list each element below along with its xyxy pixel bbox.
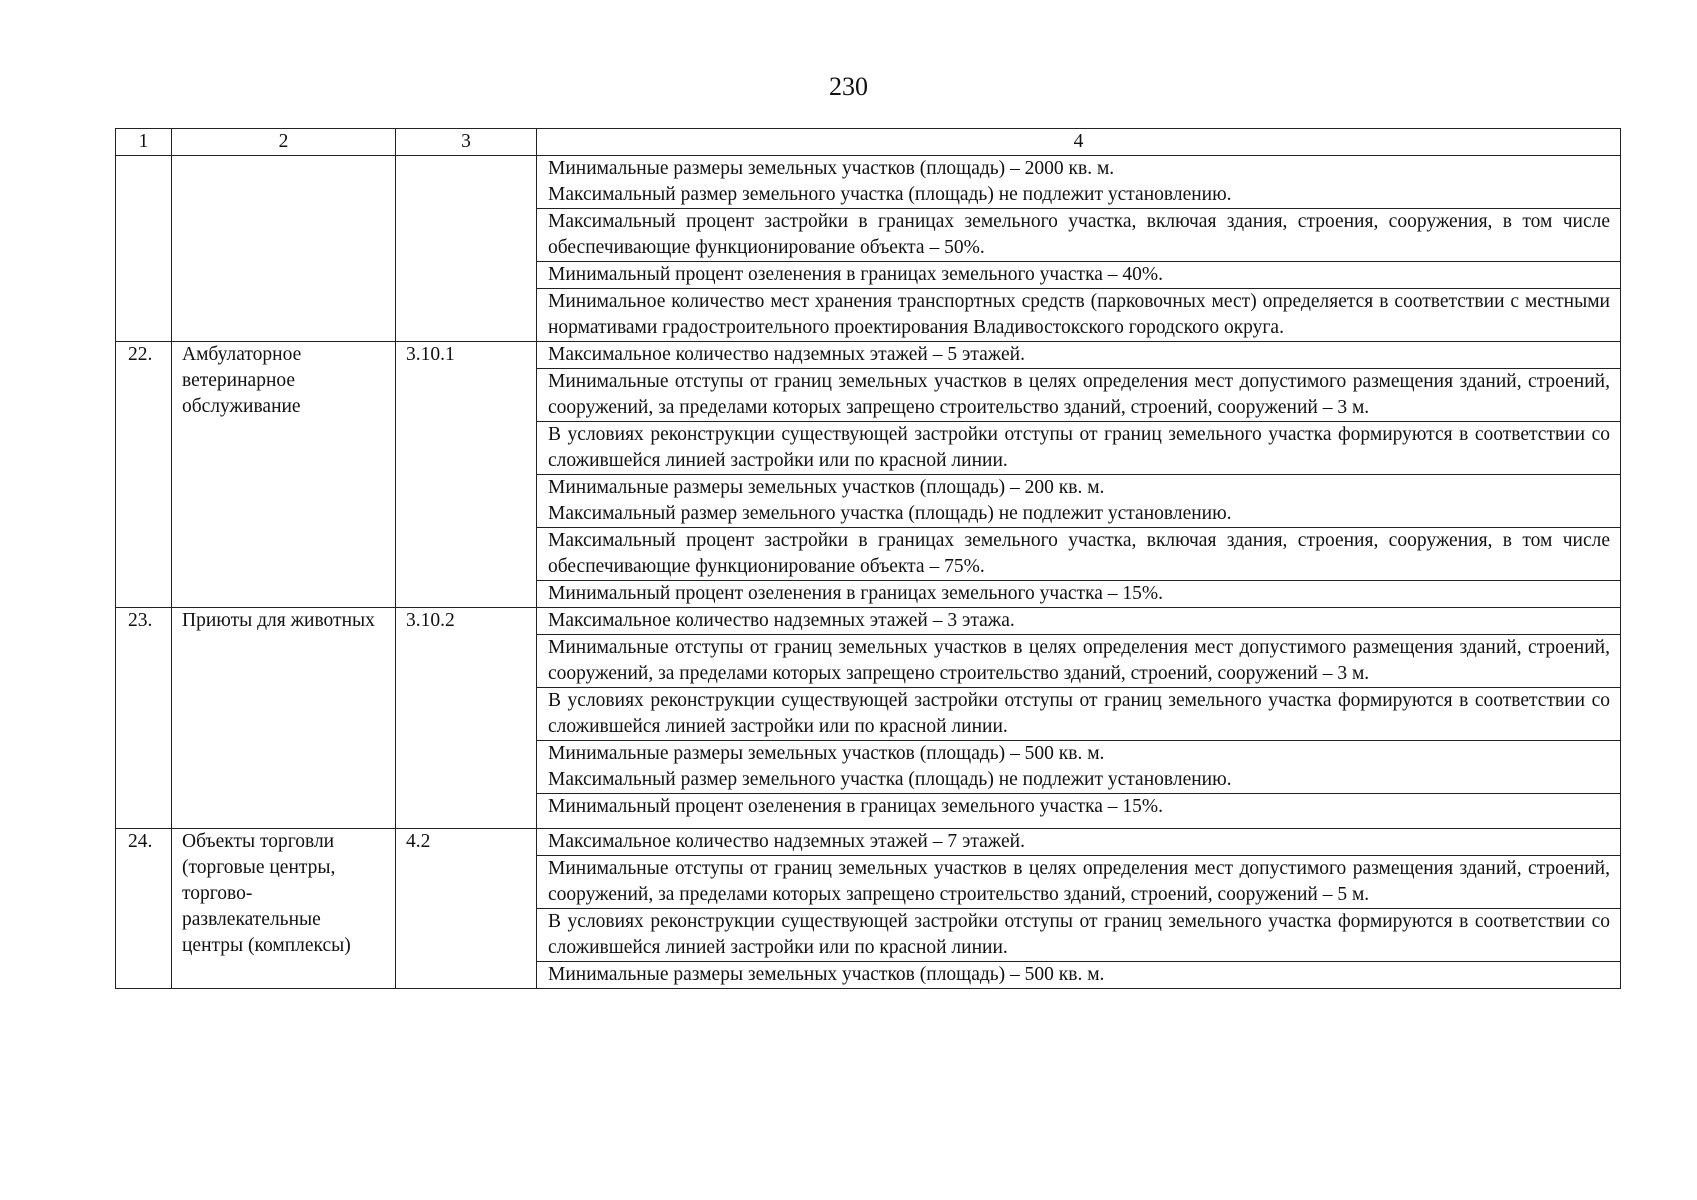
requirement-text: В условиях реконструкции существующей застройки отступы от границ земельного участка формируются в соответствии со сложившейся линией застройки или по красной линии. (548, 911, 1610, 958)
land-use-code: 3.10.1 (396, 342, 537, 608)
requirement-cell (537, 422, 1621, 475)
requirement-cell (537, 289, 1621, 342)
land-use-code-cell (396, 156, 537, 342)
row-number: 23. (116, 608, 172, 829)
requirement-cell (537, 581, 1621, 608)
requirement-cell (537, 856, 1621, 909)
land-use-code: 3.10.2 (396, 608, 537, 829)
land-use-code: 4.2 (396, 829, 537, 989)
requirement-text: Минимальное количество мест хранения транспортных средств (парковочных мест) определяется в соответствии с местными нормативами градостроительного проектирования Владивостокского городского округа. (548, 291, 1610, 338)
requirement-cell (537, 635, 1621, 688)
requirement-text: В условиях реконструкции существующей застройки отступы от границ земельного участка формируются в соответствии со сложившейся линией застройки или по красной линии. (548, 690, 1610, 737)
regulations-table (115, 128, 1621, 989)
requirement-text: Минимальный процент озеленения в границах земельного участка – 15%. (548, 583, 1164, 604)
requirement-cell (537, 829, 1621, 856)
requirement-cell (537, 608, 1621, 635)
requirement-cell (537, 342, 1621, 369)
land-use-name: Объекты торговли (торговые центры, торгово-развлекательные центры (комплексы) (172, 829, 396, 989)
requirement-text: Минимальные размеры земельных участков (площадь) – 500 кв. м. (548, 743, 1105, 764)
column-header-1: 1 (116, 129, 172, 156)
column-header-2: 2 (172, 129, 396, 156)
requirement-text: Максимальный размер земельного участка (площадь) не подлежит установлению. (548, 769, 1232, 790)
requirement-text: Минимальные размеры земельных участков (площадь) – 2000 кв. м. (548, 158, 1115, 179)
requirement-text: Минимальные размеры земельных участков (площадь) – 200 кв. м. (548, 477, 1105, 498)
requirement-cell (537, 528, 1621, 581)
requirement-cell (537, 262, 1621, 289)
requirement-text: Минимальный процент озеленения в границах земельного участка – 40%. (548, 264, 1164, 285)
table-body (116, 129, 1621, 989)
requirement-cell (537, 369, 1621, 422)
requirement-text: Минимальные размеры земельных участков (площадь) – 500 кв. м. (548, 964, 1105, 985)
requirement-text: Максимальное количество надземных этажей – 7 этажей. (548, 831, 1025, 852)
requirement-cell (537, 962, 1621, 989)
requirement-text: Максимальное количество надземных этажей – 3 этажа. (548, 610, 1015, 631)
table-row (116, 342, 1621, 369)
column-header-4: 4 (537, 129, 1621, 156)
table-row (116, 608, 1621, 635)
requirement-cell (537, 909, 1621, 962)
column-header-3: 3 (396, 129, 537, 156)
requirement-cell (537, 794, 1621, 829)
header-row (116, 129, 1621, 156)
land-use-name: Амбулаторное ветеринарное обслуживание (172, 342, 396, 608)
row-number: 24. (116, 829, 172, 989)
table-row (116, 829, 1621, 856)
land-use-name-cell (172, 156, 396, 342)
requirement-text: Максимальный размер земельного участка (площадь) не подлежит установлению. (548, 503, 1232, 524)
requirement-text: Максимальный процент застройки в границах земельного участка, включая здания, строения, сооружения, в том числе обеспечивающие функционирование объекта – 75%. (548, 530, 1610, 577)
land-use-name: Приюты для животных (172, 608, 396, 829)
requirement-text: Минимальные отступы от границ земельных участков в целях определения мест допустимого размещения зданий, строений, сооружений, за пределами которых запрещено строительство зданий, строений, сооружений – 3 м. (548, 637, 1610, 684)
requirement-text: Минимальные отступы от границ земельных участков в целях определения мест допустимого размещения зданий, строений, сооружений, за пределами которых запрещено строительство зданий, строений, сооружений – 5 м. (548, 858, 1610, 905)
row-number: 22. (116, 342, 172, 608)
row-number-cell (116, 156, 172, 342)
requirement-text: Минимальный процент озеленения в границах земельного участка – 15%. (548, 796, 1164, 817)
requirement-text: В условиях реконструкции существующей застройки отступы от границ земельного участка формируются в соответствии со сложившейся линией застройки или по красной линии. (548, 424, 1610, 471)
requirement-text: Минимальные отступы от границ земельных участков в целях определения мест допустимого размещения зданий, строений, сооружений, за пределами которых запрещено строительство зданий, строений, сооружений – 3 м. (548, 371, 1610, 418)
requirement-cell (537, 688, 1621, 741)
requirement-cell (537, 741, 1621, 794)
requirement-text: Максимальный процент застройки в границах земельного участка, включая здания, строения, сооружения, в том числе обеспечивающие функционирование объекта – 50%. (548, 211, 1610, 258)
requirement-text: Максимальный размер земельного участка (площадь) не подлежит установлению. (548, 184, 1232, 205)
page-number: 230 (829, 72, 868, 101)
requirement-cell (537, 209, 1621, 262)
table-row (116, 156, 1621, 209)
requirement-cell (537, 156, 1621, 209)
requirement-cell (537, 475, 1621, 528)
requirement-text: Максимальное количество надземных этажей – 5 этажей. (548, 344, 1025, 365)
